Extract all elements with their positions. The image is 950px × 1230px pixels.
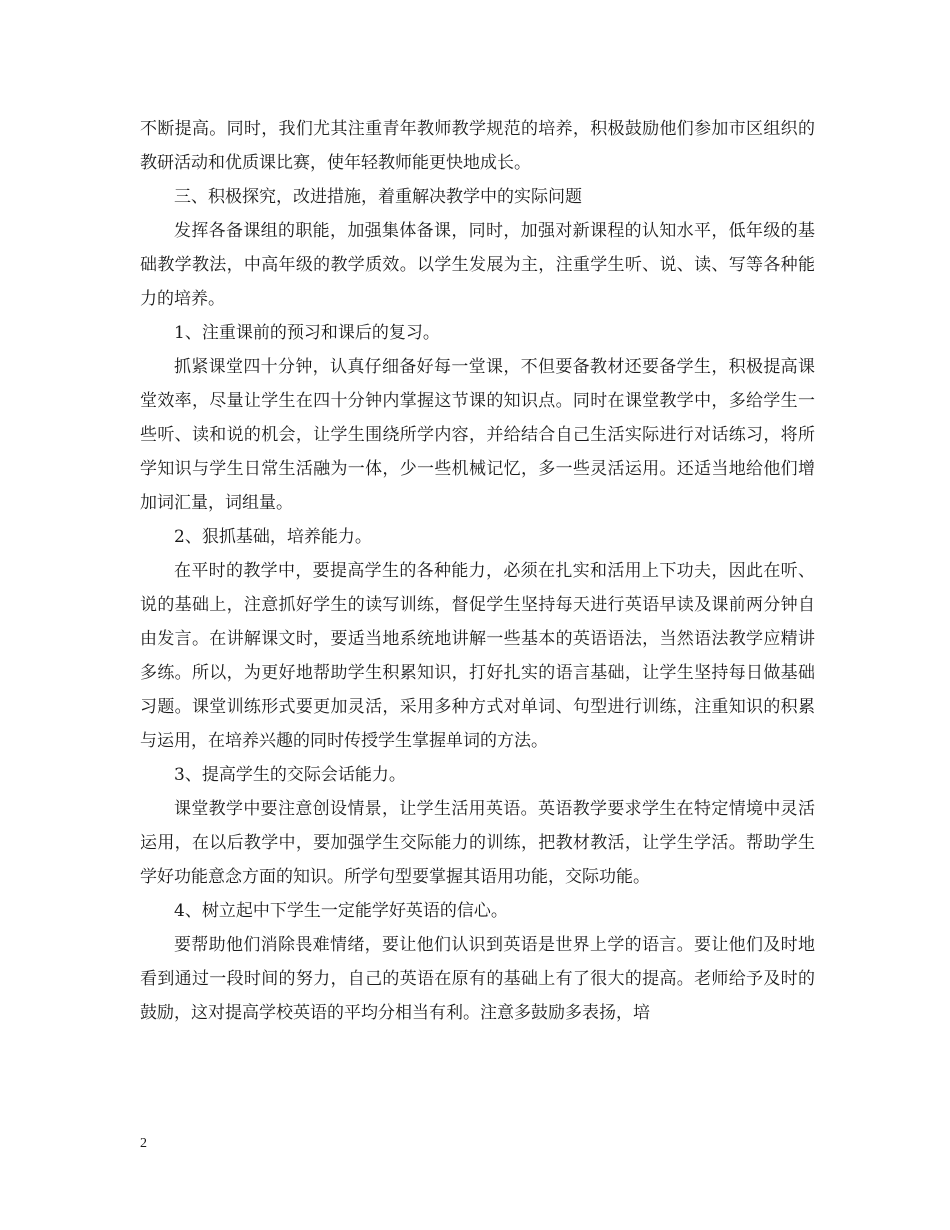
section-heading: 三、积极探究，改进措施，着重解决教学中的实际问题 — [174, 187, 582, 207]
paragraph: 要帮助他们消除畏难情绪，要让他们认识到英语是世界上学的语言。要让他们及时地看到通过一段时间的努力，自己的英语在原有的基础上有了很大的提高。老师给予及时的鼓励，这对提高学校英语的平均分相当有利。注意多鼓励多表扬，培 — [140, 935, 815, 1023]
paragraph: 不断提高。同时，我们尤其注重青年教师教学规范的培养，积极鼓励他们参加市区组织的教研活动和优质课比赛，使年轻教师能更快地成长。 — [140, 119, 815, 173]
subsection-heading: 4、树立起中下学生一定能学好英语的信心。 — [174, 901, 508, 921]
page-number: 2 — [140, 1136, 147, 1151]
paragraph: 抓紧课堂四十分钟，认真仔细备好每一堂课，不但要备教材还要备学生，积极提高课堂效率，尽量让学生在四十分钟内掌握这节课的知识点。同时在课堂教学中，多给学生一些听、读和说的机会，让学生围绕所学内容，并给结合自己生活实际进行对话练习，将所学知识与学生日常生活融为一体，少一些机械记忆，多一些灵活运用。还适当地给他们增加词汇量，词组量。 — [140, 357, 815, 513]
paragraph: 发挥各备课组的职能，加强集体备课，同时，加强对新课程的认知水平，低年级的基础教学教法，中高年级的教学质效。以学生发展为主，注重学生听、说、读、写等各种能力的培养。 — [140, 221, 815, 309]
subsection-heading: 1、注重课前的预习和课后的复习。 — [174, 323, 440, 343]
subsection-heading: 3、提高学生的交际会话能力。 — [174, 765, 406, 785]
subsection-heading: 2、狠抓基础，培养能力。 — [174, 527, 372, 547]
paragraph: 课堂教学中要注意创设情景，让学生活用英语。英语教学要求学生在特定情境中灵活运用，在以后教学中，要加强学生交际能力的训练，把教材教活，让学生学活。帮助学生学好功能意念方面的知识。所学句型要掌握其语用功能，交际功能。 — [140, 799, 815, 887]
paragraph: 在平时的教学中，要提高学生的各种能力，必须在扎实和活用上下功夫，因此在听、说的基础上，注意抓好学生的读写训练，督促学生坚持每天进行英语早读及课前两分钟自由发言。在讲解课文时，要适当地系统地讲解一些基本的英语语法，当然语法教学应精讲多练。所以，为更好地帮助学生积累知识，打好扎实的语言基础，让学生坚持每日做基础习题。课堂训练形式要更加灵活，采用多种方式对单词、句型进行训练，注重知识的积累与运用，在培养兴趣的同时传授学生掌握单词的方法。 — [140, 561, 815, 751]
document-body — [140, 112, 815, 1030]
